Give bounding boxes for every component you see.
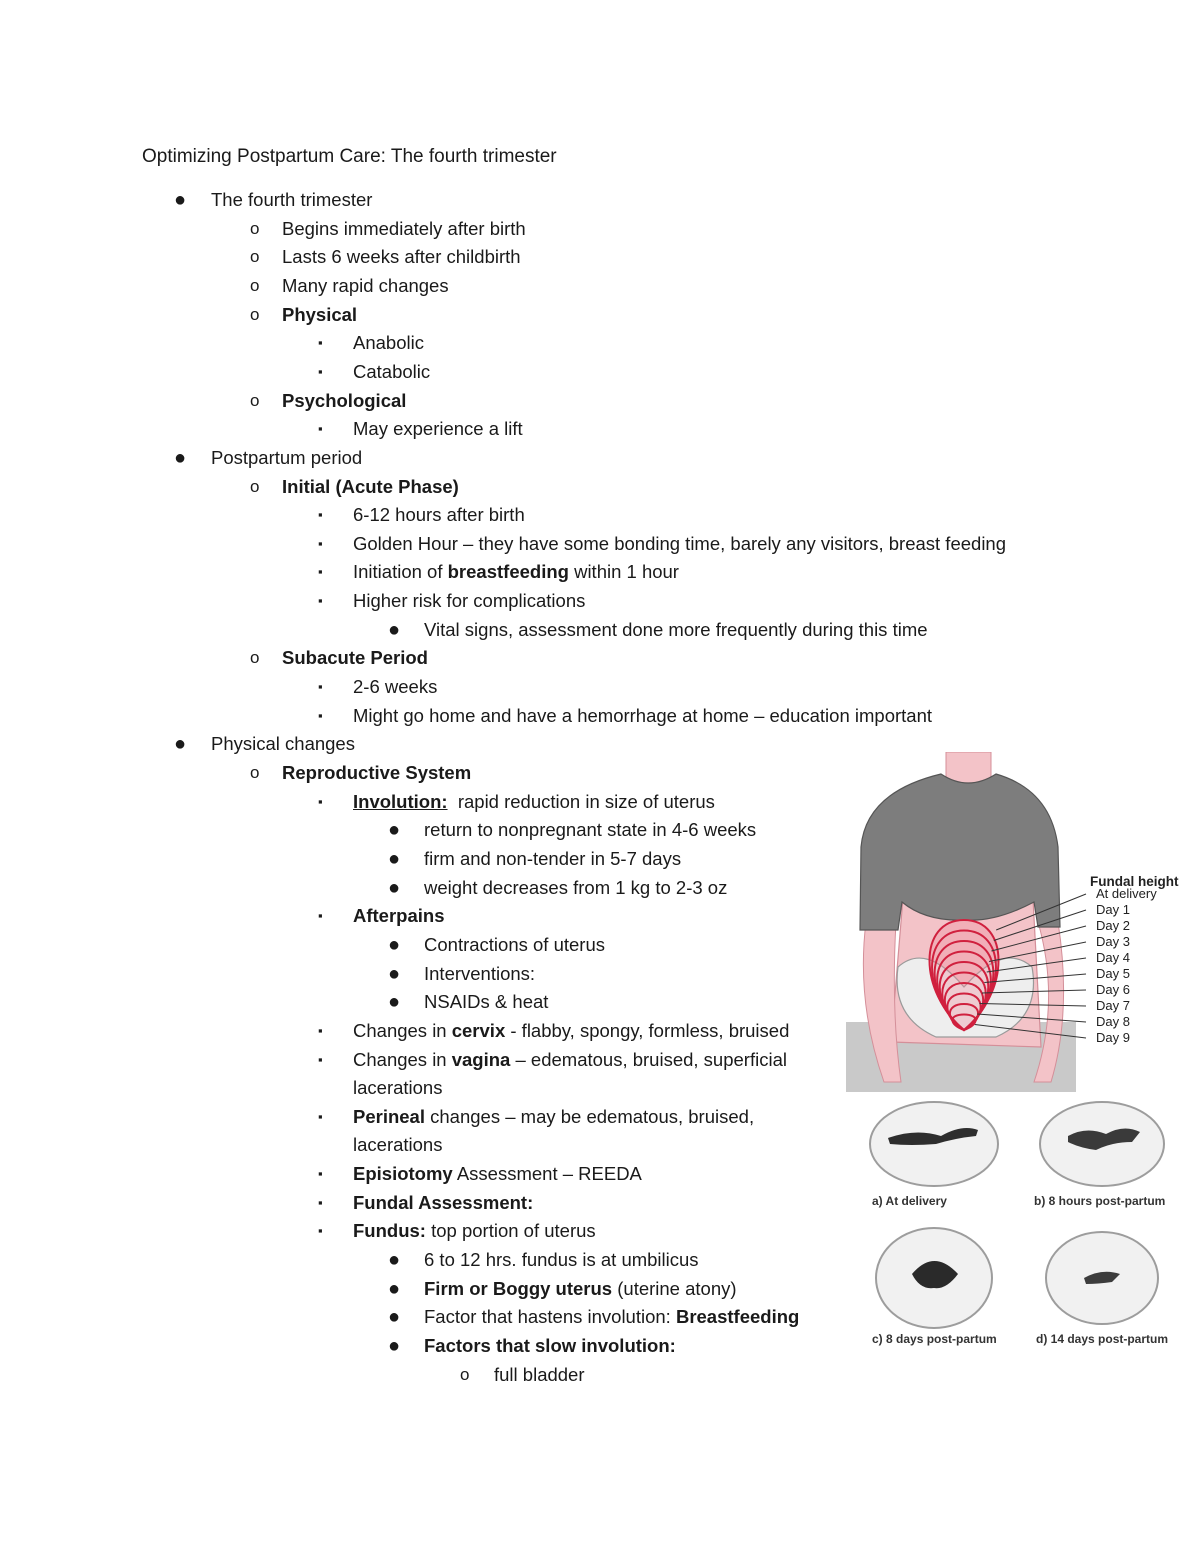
outline-text: Firm or Boggy uterus: [424, 1277, 613, 1299]
outline-text: within 1 hour: [568, 561, 679, 583]
outline-text: Initiation of: [353, 561, 448, 583]
outline-text: Afterpains: [353, 905, 445, 927]
bullet-marker: ●: [174, 446, 187, 469]
outline-item: [282, 243, 521, 271]
outline-item: [282, 301, 357, 329]
outline-item: [424, 616, 928, 644]
outline-text: rapid reduction in size of uterus: [447, 790, 715, 812]
outline-item: [211, 444, 362, 472]
outline-item: [353, 530, 1006, 558]
bullet-marker: ▪: [318, 1194, 323, 1210]
outline-item: [211, 730, 355, 758]
bullet-marker: ●: [388, 933, 401, 956]
fundal-label: Day 6: [1096, 982, 1130, 997]
outline-text: May experience a lift: [353, 418, 523, 440]
outline-text: Many rapid changes: [282, 274, 449, 296]
fundal-label: Day 7: [1096, 998, 1130, 1013]
placental-site-illustration: [866, 1098, 1182, 1358]
outline-item: [353, 702, 932, 730]
bullet-marker: ●: [388, 1335, 401, 1357]
bullet-marker: ●: [388, 1249, 401, 1272]
outline-text: Perineal: [353, 1105, 425, 1127]
bullet-marker: ▪: [318, 1051, 323, 1067]
bullet-marker: ▪: [318, 535, 323, 551]
bullet-marker: ▪: [318, 421, 323, 437]
outline-item: [211, 186, 372, 214]
bullet-marker: ▪: [318, 1108, 323, 1124]
outline-text: Assessment – REEDA: [452, 1163, 642, 1185]
outline-item: [353, 1217, 596, 1245]
outline-item: [494, 1361, 585, 1389]
outline-item: [353, 788, 715, 816]
caption-b: b) 8 hours post-partum: [1034, 1194, 1166, 1208]
bullet-marker: ●: [388, 876, 401, 899]
outline-text: Contractions of uterus: [424, 933, 605, 955]
outline-text: Involution:: [353, 790, 448, 812]
bullet-marker: ▪: [318, 908, 323, 924]
bullet-marker: o: [250, 218, 260, 238]
outline-item: [424, 1246, 699, 1274]
outline-item: [282, 644, 428, 672]
outline-text: The fourth trimester: [211, 189, 373, 210]
outline-text: vagina: [451, 1048, 511, 1070]
outline-text: – edematous, bruised, superficial: [510, 1048, 787, 1070]
outline-item: [424, 845, 681, 873]
fundal-label: Day 3: [1096, 934, 1130, 949]
outline-text: lacerations: [353, 1077, 443, 1099]
bullet-marker: ●: [388, 1277, 401, 1300]
bullet-marker: ●: [388, 618, 401, 641]
fundal-height-heading: Fundal height: [1090, 874, 1179, 889]
bullet-marker: ▪: [318, 363, 323, 379]
outline-item: [353, 1131, 442, 1159]
outline-text: Catabolic: [353, 360, 431, 382]
outline-text: return to nonpregnant state in 4-6 weeks: [424, 819, 757, 841]
outline-item: [353, 558, 679, 586]
outline-item: [353, 902, 445, 930]
outline-item: [424, 874, 727, 902]
outline-text: Interventions:: [424, 962, 536, 984]
caption-a: a) At delivery: [872, 1194, 947, 1208]
outline-text: Initial (Acute Phase): [282, 475, 459, 497]
fundal-label: Day 8: [1096, 1014, 1130, 1029]
outline-text: Factors that slow involution:: [424, 1335, 676, 1356]
bullet-marker: ▪: [318, 793, 323, 809]
outline-item: [353, 673, 437, 701]
outline-item: [424, 1275, 737, 1303]
outline-text: Subacute Period: [282, 647, 428, 669]
outline-text: changes – may be edematous, bruised,: [425, 1105, 755, 1127]
bullet-marker: o: [250, 763, 260, 782]
outline-text: NSAIDs & heat: [424, 991, 549, 1013]
outline-text: Factor that hastens involution:: [424, 1306, 676, 1328]
outline-item: [282, 215, 526, 243]
caption-d: d) 14 days post-partum: [1036, 1332, 1169, 1346]
outline-item: [353, 501, 525, 529]
outline-text: Changes in: [353, 1019, 452, 1041]
outline-text: Fundus:: [353, 1220, 426, 1242]
outline-item: [424, 960, 535, 988]
outline-text: - flabby, spongy, formless, bruised: [505, 1019, 790, 1041]
outline-item: [282, 387, 406, 415]
outline-item: [353, 1074, 442, 1102]
bullet-marker: o: [250, 648, 260, 668]
outline-text: Breastfeeding: [675, 1306, 800, 1328]
outline-text: lacerations: [353, 1134, 443, 1156]
outline-item: [353, 329, 424, 357]
outline-text: Postpartum period: [211, 446, 363, 468]
outline-text: Psychological: [282, 389, 407, 411]
bullet-marker: ●: [174, 189, 187, 211]
outline-text: Changes in: [353, 1048, 452, 1070]
outline-item: [353, 587, 585, 615]
outline-text: Reproductive System: [282, 762, 472, 783]
outline-text: Golden Hour – they have some bonding time, barely any visitors, breast feeding: [353, 532, 1007, 554]
outline-text: Vital signs, assessment done more frequently during this time: [424, 618, 928, 640]
outline-item: [353, 358, 430, 386]
fundal-label: Day 5: [1096, 966, 1130, 981]
stage-at-delivery: [870, 1102, 998, 1186]
outline-text: 6 to 12 hrs. fundus is at umbilicus: [424, 1249, 699, 1271]
outline-text: cervix: [451, 1019, 506, 1041]
outline-text: Anabolic: [353, 332, 424, 354]
outline-text: Might go home and have a hemorrhage at home – education important: [353, 704, 933, 726]
bullet-marker: ●: [388, 1306, 401, 1329]
bullet-marker: o: [250, 304, 260, 324]
bullet-marker: ▪: [318, 335, 323, 351]
outline-text: 2-6 weeks: [353, 676, 438, 698]
bullet-marker: ●: [174, 733, 187, 756]
bullet-marker: ●: [388, 847, 401, 870]
bullet-marker: o: [250, 476, 260, 496]
bullet-marker: ▪: [318, 679, 323, 695]
outline-text: Physical changes: [211, 733, 355, 755]
outline-text: (uterine atony): [612, 1277, 737, 1299]
outline-text: firm and non-tender in 5-7 days: [424, 847, 682, 869]
fundal-label: Day 9: [1096, 1030, 1130, 1045]
outline-text: weight decreases from 1 kg to 2-3 oz: [424, 876, 728, 898]
outline-item: [353, 1189, 533, 1217]
bullet-marker: ●: [388, 819, 401, 842]
outline-text: full bladder: [494, 1363, 585, 1385]
outline-item: [424, 931, 605, 959]
outline-text: Physical: [282, 303, 358, 325]
bullet-marker: ▪: [318, 707, 323, 723]
bullet-marker: o: [250, 275, 260, 295]
outline-item: [353, 1103, 754, 1131]
outline-text: Begins immediately after birth: [282, 217, 526, 239]
outline-text: 6-12 hours after birth: [353, 504, 525, 526]
outline-item: [282, 272, 449, 300]
bullet-marker: ▪: [318, 1022, 323, 1038]
page-title: Optimizing Postpartum Care: The fourth trimester: [142, 146, 557, 167]
bullet-marker: ▪: [318, 1223, 323, 1239]
bullet-marker: o: [250, 247, 260, 267]
outline-text: top portion of uterus: [425, 1220, 596, 1242]
fundal-label: Day 4: [1096, 950, 1130, 965]
bullet-marker: ●: [388, 991, 401, 1014]
fundal-height-illustration: [846, 752, 1192, 1092]
outline-text: Higher risk for complications: [353, 590, 586, 612]
stage-14-days: [1046, 1232, 1158, 1324]
fundal-label: At delivery: [1096, 886, 1157, 901]
outline-item: [353, 415, 523, 443]
bullet-marker: o: [460, 1364, 470, 1384]
bullet-marker: ▪: [318, 1166, 323, 1182]
outline-item: [282, 759, 471, 787]
outline-item: [353, 1160, 642, 1188]
outline-item: [424, 816, 756, 844]
bullet-marker: ●: [388, 962, 401, 985]
fundal-label: Day 1: [1096, 902, 1130, 917]
bullet-marker: ▪: [318, 507, 323, 523]
outline-text: breastfeeding: [447, 561, 569, 583]
fundal-label: Day 2: [1096, 918, 1130, 933]
outline-item: [424, 988, 548, 1016]
outline-item: [282, 473, 459, 501]
stage-8-days: [876, 1228, 992, 1328]
outline-text: Fundal Assessment:: [353, 1191, 534, 1213]
outline-item: [353, 1017, 789, 1045]
outline-item: [424, 1332, 676, 1360]
bullet-marker: ▪: [318, 593, 323, 609]
outline-item: [353, 1046, 787, 1074]
outline-text: Lasts 6 weeks after childbirth: [282, 246, 521, 268]
outline-text: Episiotomy: [353, 1163, 453, 1185]
bullet-marker: o: [250, 390, 260, 410]
stage-8-hours: [1040, 1102, 1164, 1186]
outline-item: [424, 1303, 799, 1331]
bullet-marker: ▪: [318, 564, 323, 580]
caption-c: c) 8 days post-partum: [872, 1332, 997, 1346]
